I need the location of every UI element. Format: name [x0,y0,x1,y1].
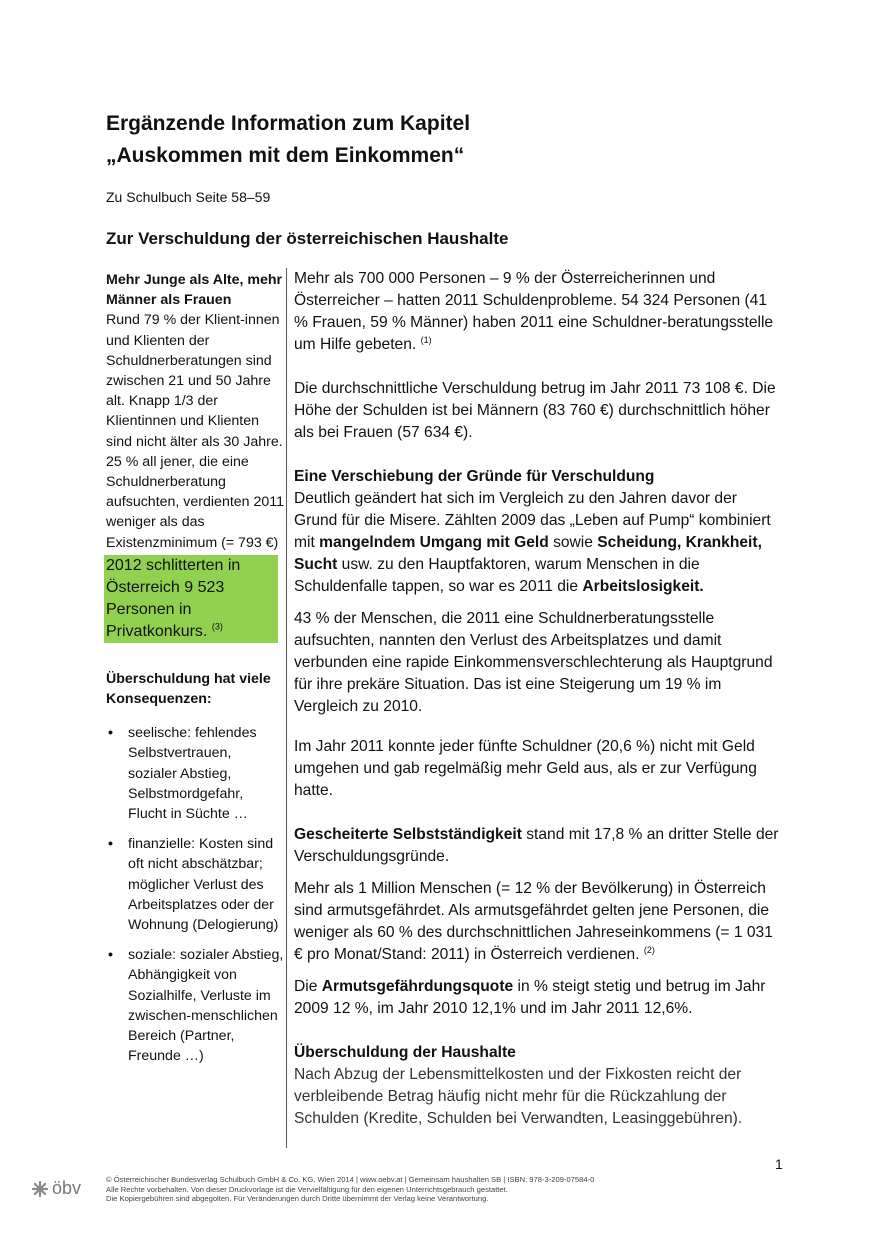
paragraph-poverty-risk [294,878,780,966]
bold-run: mangelndem Umgang mit Geld [319,534,549,551]
paragraph-reasons [294,488,780,598]
consequences-list [106,723,284,1066]
paragraph-text: Mehr als 1 Million Menschen (= 12 % der Bevölkerung) in Österreich sind armutsgefährdet. Als armutsgefährdet gelten jene Personen, die weniger als 60 % des durchschnittlichen Jahreseinkommens (= 1 031 € pro Monat/Stand: 2011) in Österreich verdienen. [294,880,773,963]
schoolbook-reference: Zu Schulbuch Seite 58–59 [106,189,271,205]
highlight-footnote-ref: (3) [211,621,223,632]
main-column [294,268,780,1130]
paragraph-average-debt: Die durchschnittliche Verschuldung betrug im Jahr 2011 73 108 €. Die Höhe der Schulden ist bei Männern (83 760 €) durchschnittlich höher als bei Frauen (57 634 €). [294,380,776,441]
page-number: 1 [775,1156,783,1172]
list-item-text: seelische: fehlendes Selbstvertrauen, sozialer Abstieg, Selbstmordgefahr, Flucht in Süchte … [128,725,257,823]
bold-run: Armutsgefährdungsquote [321,978,514,995]
column-divider [286,268,287,1148]
privatkonkurs-highlight [104,555,278,643]
bold-run: Scheidung, Krankheit, Sucht [294,534,762,573]
sidebar-column [106,270,284,1077]
text-run: stand mit 17,8 % an dritter Stelle der Verschuldungsgründe. [294,826,779,865]
publisher-logo [32,1178,81,1199]
bullet-icon: • [108,725,113,742]
consequences-heading: Überschuldung hat viele Konsequenzen: [106,670,271,708]
bullet-icon: • [108,836,113,853]
paragraph-money-handling: Im Jahr 2011 konnte jeder fünfte Schuldner (20,6 %) nicht mit Geld umgehen und gab regelmäßig mehr Geld aus, als er zur Verfügung hatte. [294,738,757,799]
title-line-2: „Auskommen mit dem Einkommen“ [106,144,465,167]
text-run: sowie [548,534,598,551]
paragraph-job-loss: 43 % der Menschen, die 2011 eine Schuldnerberatungsstelle aufsuchten, nannten den Verlust des Arbeitsplatzes und damit verbunden eine rapide Einkommensverschlechterung als Hauptgrund für ihre prekäre Situation. Das ist eine Steigerung um 19 % im Vergleich zu 2010. [294,610,773,715]
bold-run: Arbeitslosigkeit. [582,578,704,595]
list-item [106,723,284,824]
list-item [106,834,284,935]
page-title [106,108,470,172]
footnote-ref: (2) [643,944,655,955]
sidebar-body: Rund 79 % der Klient-innen und Klienten der Schuldnerberatungen sind zwischen 21 und 50 Jahre alt. Knapp 1/3 der Klientinnen und Klienten sind nicht älter als 30 Jahre. 25 % all jener, die eine Schuldnerberatung aufsuchten, verdienten 2011 weniger als das Existenzminimum (= 793 €) [106,312,285,551]
sidebar-heading: Mehr Junge als Alte, mehr Männer als Frauen [106,272,283,309]
paragraph-debt-problems [294,268,780,356]
footnote-ref: (1) [420,334,432,345]
footer-line: © Österreichischer Bundesverlag Schulbuch GmbH & Co. KG, Wien 2014 | www.oebv.at | Gemeinsam haushalten SB | ISBN: 978-3-209-07584-0 [106,1175,595,1184]
paragraph-self-employment [294,824,780,868]
footer-line: Alle Rechte vorbehalten. Von dieser Druckvorlage ist die Vervielfältigung für den eigenen Unterrichtsgebrauch gestattet. [106,1184,508,1194]
list-item-text: soziale: sozialer Abstieg, Abhängigkeit von Sozialhilfe, Verluste im zwischen-menschlichen Bereich (Partner, Freunde …) [128,947,284,1065]
logo-text: öbv [52,1178,82,1198]
highlight-text: 2012 schlitterten in Österreich 9 523 Personen in Privatkonkurs. [106,556,241,640]
paragraph-poverty-rate [294,976,780,1020]
footer-copyright [106,1175,786,1204]
footer-line: Die Kopiergebühren sind abgegolten. Für Veränderungen durch Dritte übernimmt der Verlag keine Verantwortung. [106,1194,489,1204]
section-title: Zur Verschuldung der österreichischen Haushalte [106,229,509,248]
star-icon [32,1181,48,1197]
bullet-icon: • [108,947,113,964]
list-item-text: finanzielle: Kosten sind oft nicht abschätzbar; möglicher Verlust des Arbeitsplatzes oder der Wohnung (Delogierung) [128,836,279,934]
text-run: usw. zu den Hauptfaktoren, warum Menschen in die Schuldenfalle tappen, so war es 2011 die [294,556,700,595]
title-line-1: Ergänzende Information zum Kapitel [106,112,471,135]
text-run: Deutlich geändert hat sich im Vergleich zu den Jahren davor der Grund für die Misere. Zählten 2009 das „Leben auf Pump“ kombiniert mit [294,490,771,551]
bold-run: Gescheiterte Selbstständigkeit [294,826,522,843]
text-run: in % steigt stetig und betrug im Jahr 2009 12 %, im Jahr 2010 12,1% und im Jahr 2011 12,6%. [294,978,766,1017]
heading-reasons: Eine Verschiebung der Gründe für Verschuldung [294,468,655,485]
heading-overdebt: Überschuldung der Haushalte [294,1044,516,1061]
paragraph-text: Mehr als 700 000 Personen – 9 % der Österreicherinnen und Österreicher – hatten 2011 Schuldenprobleme. 54 324 Personen (41 % Frauen, 59 % Männer) haben 2011 eine Schuldner-beratungsstelle um Hilfe gebeten. [294,270,774,353]
paragraph-overdebt: Nach Abzug der Lebensmittelkosten und der Fixkosten reicht der verbleibende Betrag häufig nicht mehr für die Rückzahlung der Schulden (Kredite, Schulden bei Verwandten, Leasinggebühren). [294,1066,743,1127]
text-run: Die [294,978,322,995]
list-item [106,945,284,1066]
